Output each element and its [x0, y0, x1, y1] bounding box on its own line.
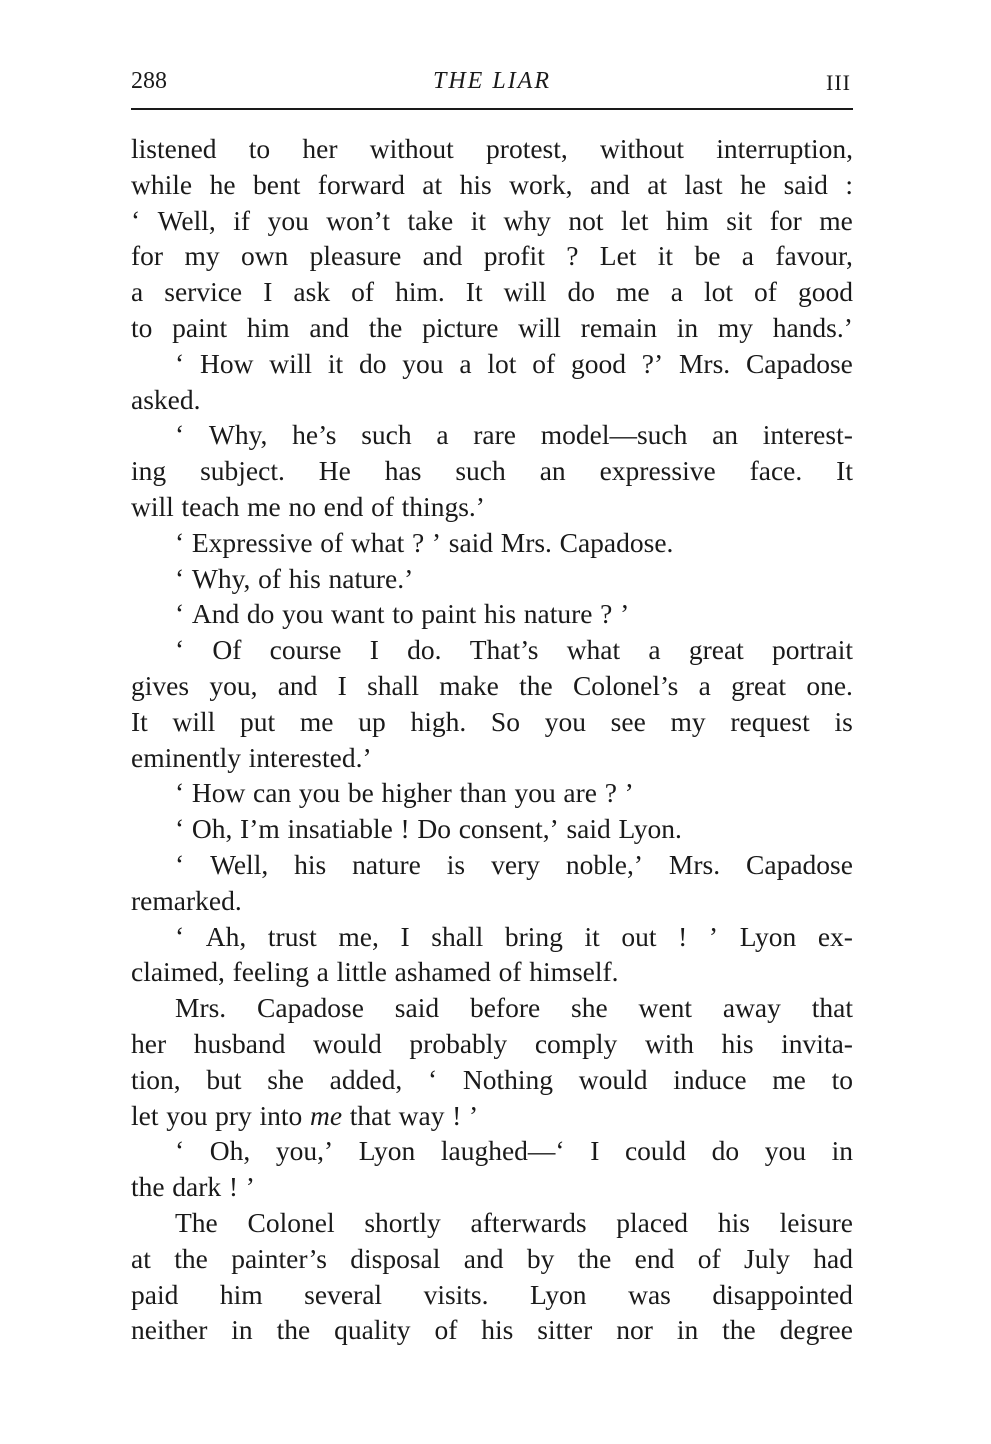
text-line: listened to her without protest, without interruption, [131, 133, 853, 164]
text-line: to paint him and the picture will remain in my hands.’ [131, 311, 853, 343]
text-line: ‘ Well, his nature is very noble,’ Mrs. Capadose [175, 848, 853, 880]
text-line: ‘ Of course I do. That’s what a great portrait [175, 634, 853, 666]
text-line: ‘ Why, of his nature.’ [175, 562, 414, 594]
text-line: ‘ Oh, you,’ Lyon laughed—‘ I could do you in [175, 1135, 853, 1167]
text-line: her husband would probably comply with his invita- [131, 1027, 853, 1059]
text-line: The Colonel shortly afterwards placed his leisure [175, 1206, 853, 1238]
text-line: claimed, feeling a little ashamed of himself. [131, 956, 619, 988]
text-line: ‘ Ah, trust me, I shall bring it out ! ’ Lyon ex- [175, 920, 853, 952]
text-line: tion, but she added, ‘ Nothing would induce me to [131, 1063, 853, 1095]
page-number: 288 [131, 68, 167, 94]
text-line: the dark ! ’ [131, 1171, 255, 1203]
text-line: let you pry into me that way ! ’ [131, 1099, 479, 1131]
text-line: gives you, and I shall make the Colonel’s a great one. [131, 669, 853, 701]
text-line: remarked. [131, 884, 242, 916]
text-line: for my own pleasure and profit ? Let it be a favour, [131, 240, 853, 272]
header-rule [131, 108, 853, 110]
text-line: ‘ Expressive of what ? ’ said Mrs. Capadose. [175, 526, 674, 558]
text-line: ‘ Why, he’s such a rare model—such an interest- [175, 419, 853, 451]
text-line: ‘ How can you be higher than you are ? ’ [175, 777, 634, 809]
text-line: while he bent forward at his work, and at last he said : [131, 168, 853, 200]
section-number: III [826, 70, 851, 95]
text-line: paid him several visits. Lyon was disappointed [131, 1278, 853, 1310]
text-line: ing subject. He has such an expressive face. It [131, 455, 853, 487]
text-line: ‘ And do you want to paint his nature ? ’ [175, 598, 630, 630]
text-line: asked. [131, 383, 201, 415]
text-line: at the painter’s disposal and by the end of July had [131, 1242, 853, 1274]
text-line: ‘ Well, if you won’t take it why not let him sit for me [131, 204, 853, 236]
text-line: Mrs. Capadose said before she went away that [175, 992, 853, 1024]
text-line: It will put me up high. So you see my request is [131, 705, 853, 737]
text-line: neither in the quality of his sitter nor in the degree [131, 1314, 853, 1346]
text-line: ‘ How will it do you a lot of good ?’ Mrs. Capadose [175, 347, 853, 379]
running-title: THE LIAR [433, 68, 551, 94]
page-header [131, 64, 853, 96]
text-line: ‘ Oh, I’m insatiable ! Do consent,’ said Lyon. [175, 813, 682, 845]
text-line: a service I ask of him. It will do me a lot of good [131, 276, 853, 308]
text-line: eminently interested.’ [131, 741, 372, 773]
body-text [131, 131, 853, 1348]
text-line: will teach me no end of things.’ [131, 490, 485, 522]
